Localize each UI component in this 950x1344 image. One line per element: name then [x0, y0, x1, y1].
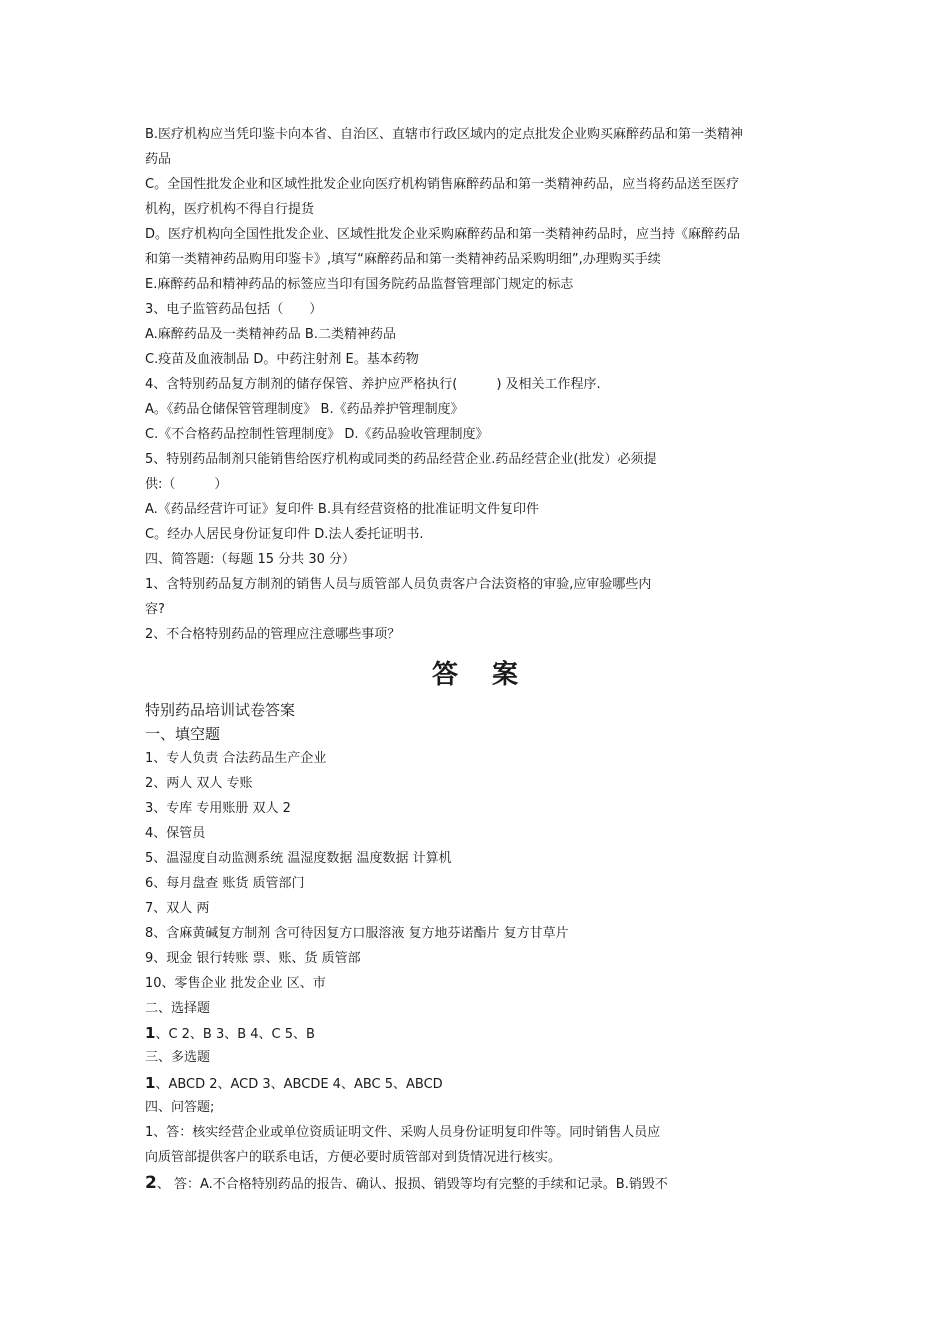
answers-heading: 答案 — [431, 660, 552, 690]
choice-title: 二、选择题 — [145, 1001, 211, 1016]
multi-choice-answers-text: 、ABCD 2、ACD 3、ABCDE 4、ABC 5、ABCD — [155, 1077, 443, 1092]
q4-options-line2: C.《不合格药品控制性管理制度》 D.《药品验收管理制度》 — [145, 427, 489, 442]
question-5-line2: 供:（ ） — [145, 477, 228, 492]
choice-answers — [145, 1024, 825, 1044]
fill-answer-2: 2、两人 双人 专账 — [145, 776, 253, 791]
q3-options-line2: C.疫苗及血液制品 D。中药注射剂 E。基本药物 — [145, 352, 419, 367]
q2-option-d-line1: D。医疗机构向全国性批发企业、区域性批发企业采购麻醉药品和第一类精神药品时，应当持《麻醉药品 — [145, 227, 741, 242]
multi-choice-title: 三、多选题 — [145, 1050, 211, 1065]
multi-choice-answers — [145, 1074, 825, 1094]
multi-choice-answers-num: 1 — [145, 1074, 156, 1092]
short-answer-1-line2: 容? — [145, 602, 165, 617]
fill-answer-10: 10、零售企业 批发企业 区、市 — [145, 976, 326, 991]
choice-answers-num: 1 — [145, 1024, 156, 1042]
short-answer-2: 2、不合格特别药品的管理应注意哪些事项？ — [145, 627, 401, 642]
short-answer-1-line1: 1、含特别药品复方制剂的销售人员与质管部人员负责客户合法资格的审验,应审验哪些内 — [145, 577, 652, 592]
fill-answer-5: 5、温湿度自动监测系统 温湿度数据 温度数据 计算机 — [145, 851, 452, 866]
choice-answers-text: 、C 2、B 3、B 4、C 5、B — [155, 1027, 315, 1042]
question-4: 4、含特别药品复方制剂的储存保管、养护应严格执行( ) 及相关工作程序. — [145, 377, 601, 392]
section-4-title: 四、简答题:（每题 15 分共 30 分） — [145, 552, 355, 567]
qa-answer-1-line1: 1、答：核实经营企业或单位资质证明文件、采购人员身份证明复印件等。同时销售人员应 — [145, 1125, 661, 1140]
fill-answer-9: 9、现金 银行转账 票、账、货 质管部 — [145, 951, 361, 966]
q2-option-b-line1: B.医疗机构应当凭印鉴卡向本省、自治区、直辖市行政区域内的定点批发企业购买麻醉药品和第一类精神 — [145, 127, 744, 142]
q2-option-d-line2: 和第一类精神药品购用印鉴卡》,填写“麻醉药品和第一类精神药品采购明细”,办理购买手续 — [145, 252, 661, 267]
fill-answer-6: 6、每月盘查 账货 质管部门 — [145, 876, 305, 891]
qa-answer-2-text: 、 答：A.不合格特别药品的报告、确认、报损、销毁等均有完整的手续和记录。B.销毁不 — [156, 1177, 668, 1192]
qa-answer-2 — [145, 1174, 825, 1194]
qa-title: 四、问答题; — [145, 1100, 215, 1115]
answers-subtitle: 特别药品培训试卷答案 — [145, 701, 296, 719]
q5-options-line2: C。经办人居民身份证复印件 D.法人委托证明书. — [145, 527, 424, 542]
q2-option-e: E.麻醉药品和精神药品的标签应当印有国务院药品监督管理部门规定的标志 — [145, 277, 574, 292]
fill-answer-8: 8、含麻黄碱复方制剂 含可待因复方口服溶液 复方地芬诺酯片 复方甘草片 — [145, 926, 569, 941]
question-5-line1: 5、特别药品制剂只能销售给医疗机构或同类的药品经营企业.药品经营企业(批发）必须提 — [145, 452, 657, 467]
fill-answer-4: 4、保管员 — [145, 826, 206, 841]
q2-option-c-line2: 机构，医疗机构不得自行提货 — [145, 202, 315, 217]
fill-answer-7: 7、双人 两 — [145, 901, 210, 916]
qa-answer-1-line2: 向质管部提供客户的联系电话，方便必要时质管部对到货情况进行核实。 — [145, 1150, 562, 1165]
fill-in-title: 一、填空题 — [145, 725, 221, 743]
q3-options-line1: A.麻醉药品及一类精神药品 B.二类精神药品 — [145, 327, 396, 342]
q4-options-line1: A。《药品仓储保管管理制度》 B.《药品养护管理制度》 — [145, 402, 464, 417]
q2-option-b-line2: 药品 — [145, 152, 172, 167]
question-3: 3、电子监管药品包括（ ） — [145, 302, 323, 317]
q5-options-line1: A.《药品经营许可证》复印件 B.具有经营资格的批准证明文件复印件 — [145, 502, 539, 517]
qa-answer-2-num: 2 — [145, 1173, 157, 1193]
q2-option-c-line1: C。全国性批发企业和区域性批发企业向医疗机构销售麻醉药品和第一类精神药品，应当将药品送至医疗 — [145, 177, 740, 192]
fill-answer-1: 1、专人负责 合法药品生产企业 — [145, 751, 327, 766]
fill-answer-3: 3、专库 专用账册 双人 2 — [145, 801, 291, 816]
